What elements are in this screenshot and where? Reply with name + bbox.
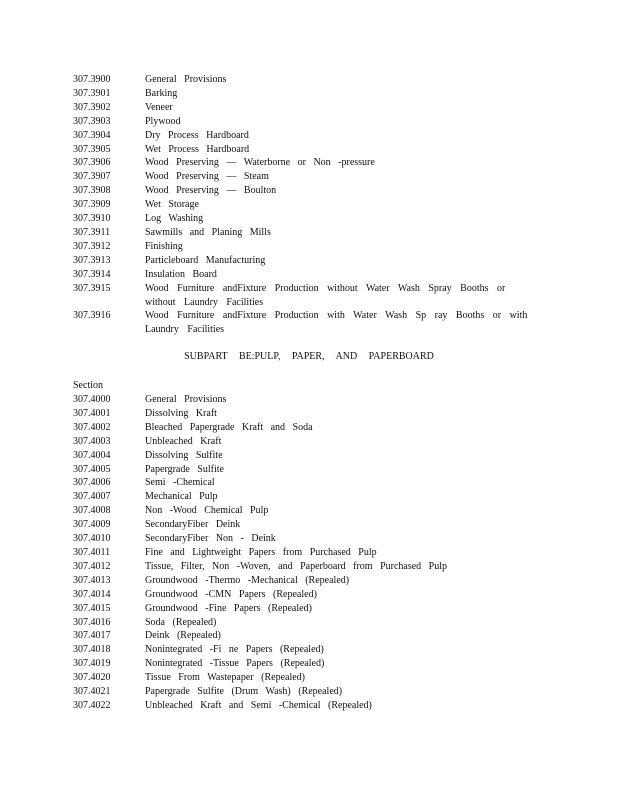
section-title: Papergrade Sulfite (Drum Wash) (Repealed)	[145, 686, 343, 698]
list-item	[73, 574, 543, 588]
list-item	[73, 476, 543, 490]
list-item	[73, 490, 543, 504]
list-item	[73, 629, 543, 643]
section-title: Groundwood -Fine Papers (Repealed)	[145, 602, 312, 614]
section-title: Unbleached Kraft and Semi -Chemical (Repealed)	[145, 699, 372, 711]
section-number: 307.3901	[73, 87, 111, 99]
section-title: Deink (Repealed)	[145, 630, 221, 642]
section-title: SecondaryFiber Deink	[145, 519, 241, 531]
list-item	[73, 184, 543, 198]
section-title: General Provisions	[145, 394, 227, 405]
list-item	[73, 546, 543, 560]
list-item	[73, 532, 543, 546]
list-item	[73, 87, 543, 101]
section-number: 307.4017	[73, 630, 111, 642]
list-item	[73, 463, 543, 477]
section-number: 307.3902	[73, 101, 111, 113]
section-title: Finishing	[145, 240, 183, 252]
section-number: 307.4006	[73, 477, 111, 489]
list-item	[73, 156, 543, 170]
section-number: 307.4021	[73, 686, 111, 698]
list-item	[73, 699, 543, 713]
section-number: 307.4016	[73, 616, 111, 628]
section-number: 307.3915	[73, 282, 111, 294]
section-number: 307.4005	[73, 463, 111, 475]
section-title: Tissue, Filter, Non -Woven, and Paperboard from Purchased Pulp	[145, 560, 448, 572]
list-item	[73, 657, 543, 671]
section-number: 307.3908	[73, 185, 111, 197]
section-title: Wood Furniture andFixture Production with Water Wash Sp ray Booths or with Laundry Facilities	[145, 310, 528, 336]
list-item	[73, 685, 543, 699]
list-item	[73, 170, 543, 184]
section-number: 307.3914	[73, 268, 111, 280]
list-item	[73, 588, 543, 602]
section-number: 307.3912	[73, 240, 111, 252]
section-number: 307.3911	[73, 226, 111, 238]
list-item	[73, 602, 543, 616]
list-item	[73, 212, 543, 226]
section-title: Insulation Board	[145, 268, 217, 280]
section-title: Papergrade Sulfite	[145, 463, 224, 475]
list-item	[73, 73, 543, 87]
section-title: Dry Process Hardboard	[145, 129, 249, 141]
list-item	[73, 143, 543, 157]
section-title: Nonintegrated -Fi ne Papers (Repealed)	[145, 644, 324, 656]
section-title: Mechanical Pulp	[145, 491, 218, 503]
section-number: 307.3900	[73, 74, 111, 85]
list-item	[73, 115, 543, 129]
section-number: 307.3905	[73, 143, 111, 155]
section-number: 307.3909	[73, 199, 111, 211]
list-item	[73, 240, 543, 254]
section-title: General Provisions	[145, 74, 227, 85]
section-title: Log Washing	[145, 213, 204, 225]
section-title: Plywood	[145, 115, 181, 127]
list-item	[73, 254, 543, 268]
list-item	[73, 129, 543, 143]
section-title: Dissolving Kraft	[145, 407, 217, 419]
section-title: SecondaryFiber Non - Deink	[145, 533, 276, 545]
section-title: Wet Process Hardboard	[145, 143, 250, 155]
section-title: Soda (Repealed)	[145, 616, 217, 628]
section-number: 307.4019	[73, 658, 111, 670]
section-number: 307.3910	[73, 213, 111, 225]
section-number: 307.4008	[73, 505, 111, 517]
list-item	[73, 449, 543, 463]
section-title: Wood Preserving — Boulton	[145, 185, 277, 197]
list-item	[73, 616, 543, 630]
section-title: Non -Wood Chemical Pulp	[145, 505, 269, 517]
section-title: Fine and Lightweight Papers from Purchased Pulp	[145, 546, 377, 558]
section-title: Semi -Chemical	[145, 477, 215, 489]
section-number: 307.3907	[73, 171, 111, 183]
list-item	[73, 268, 543, 282]
section-number: 307.4001	[73, 407, 111, 419]
list-item	[73, 671, 543, 685]
list-item	[73, 101, 543, 115]
list-item	[73, 198, 543, 212]
section-number: 307.4020	[73, 672, 111, 684]
list-item	[73, 226, 543, 240]
section-number: 307.4011	[73, 546, 111, 558]
section-title: Groundwood -CMN Papers (Repealed)	[145, 588, 317, 600]
section-number: 307.4000	[73, 394, 111, 405]
section-column-label: Section	[73, 380, 103, 391]
section-number: 307.4007	[73, 491, 111, 503]
section-title: Wood Preserving — Waterborne or Non -pressure	[145, 157, 375, 169]
section-number: 307.4018	[73, 644, 111, 656]
list-item	[73, 421, 543, 435]
section-number: 307.4013	[73, 574, 111, 586]
section-title: Particleboard Manufacturing	[145, 254, 266, 266]
section-title: Dissolving Sulfite	[145, 449, 223, 461]
list-item	[73, 282, 543, 310]
rule-list-wood-products	[73, 73, 543, 337]
section-title: Veneer	[145, 101, 173, 113]
list-item	[73, 643, 543, 657]
section-number: 307.4004	[73, 449, 111, 461]
section-number: 307.4009	[73, 519, 111, 531]
section-number: 307.3903	[73, 115, 111, 127]
section-title: Wet Storage	[145, 199, 199, 211]
list-item	[73, 518, 543, 532]
section-number: 307.4012	[73, 560, 111, 572]
section-number: 307.4022	[73, 699, 111, 711]
section-number: 307.3906	[73, 157, 111, 169]
section-number: 307.4002	[73, 421, 111, 433]
section-number: 307.4015	[73, 602, 111, 614]
section-number: 307.4003	[73, 435, 111, 447]
list-item	[73, 504, 543, 518]
list-item	[73, 435, 543, 449]
section-title: Wood Furniture andFixture Production without Water Wash Spray Booths or without Laundry Facilities	[145, 282, 506, 308]
list-item	[73, 560, 543, 574]
section-title: Bleached Papergrade Kraft and Soda	[145, 421, 313, 433]
section-number: 307.4010	[73, 533, 111, 545]
list-item	[73, 309, 543, 337]
list-item	[73, 393, 543, 407]
section-title: Nonintegrated -Tissue Papers (Repealed)	[145, 658, 325, 670]
section-title: Tissue From Wastepaper (Repealed)	[145, 672, 305, 684]
list-item	[73, 407, 543, 421]
subpart-heading: SUBPART BE:PULP, PAPER, AND PAPERBOARD	[184, 351, 434, 362]
section-number: 307.3904	[73, 129, 111, 141]
section-title: Wood Preserving — Steam	[145, 171, 269, 183]
rule-list-pulp-paper	[73, 393, 543, 713]
section-title: Barking	[145, 87, 178, 99]
section-title: Unbleached Kraft	[145, 435, 222, 447]
section-title: Groundwood -Thermo -Mechanical (Repealed)	[145, 574, 350, 586]
section-number: 307.4014	[73, 588, 111, 600]
section-number: 307.3916	[73, 310, 111, 322]
section-title: Sawmills and Planing Mills	[145, 226, 271, 238]
section-number: 307.3913	[73, 254, 111, 266]
